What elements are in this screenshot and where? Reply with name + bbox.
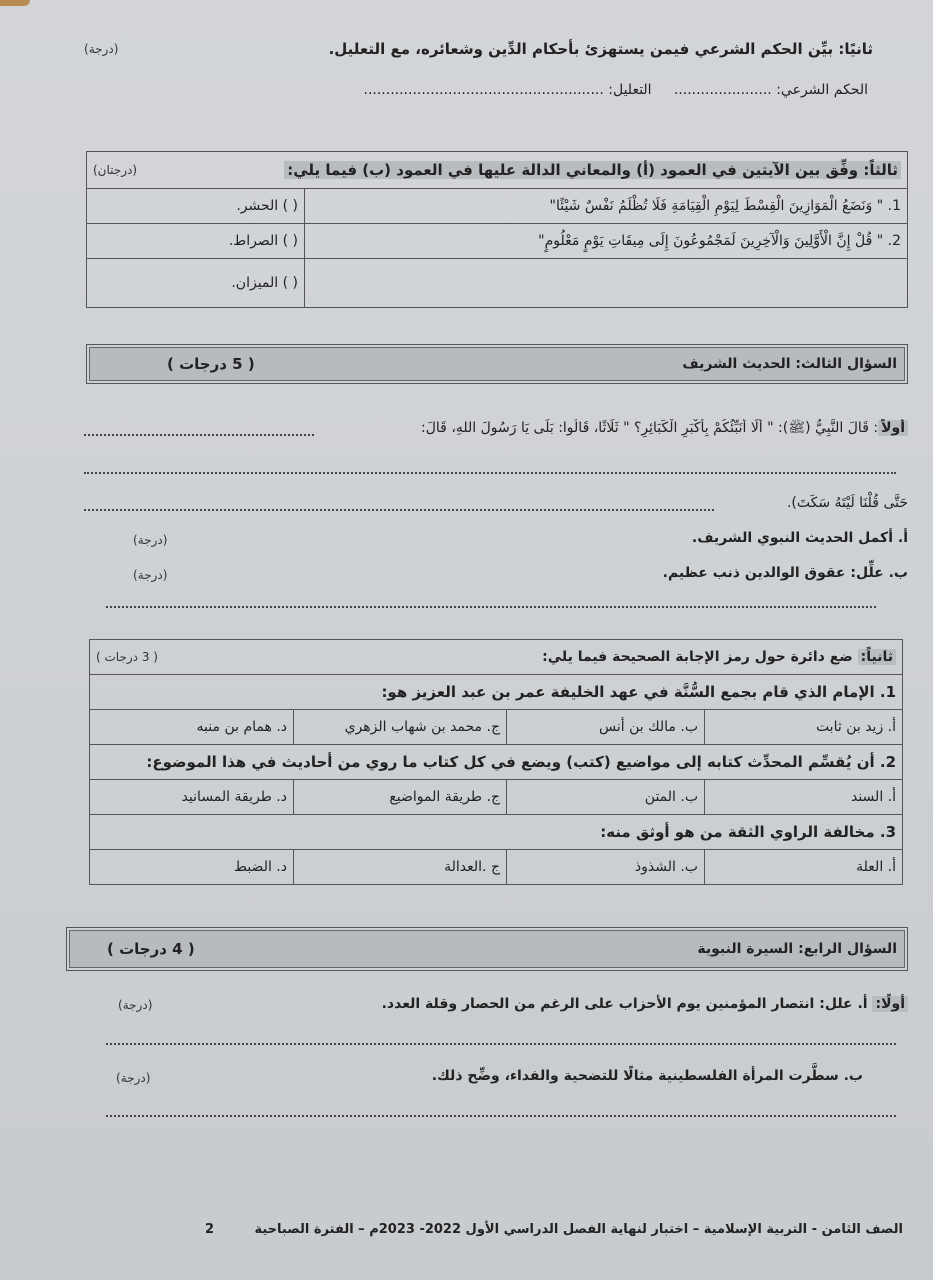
q3-item-a-grade: (درجة) [133,533,168,547]
matching-header [87,152,908,189]
q2-part2-title: ثانيًا: بيِّن الحكم الشرعي فيمن يستهزئ بأحكام الدِّين وشعائره، مع التعليل. [328,40,873,58]
meaning-cell[interactable]: ( ) الميزان. [87,259,305,308]
mcq-question: 1. الإمام الذي قام بجمع السُّنَّة في عهد الخليفة عمر بن عبد العزيز هو: [90,675,903,710]
matching-row [87,259,908,308]
q4-title: السؤال الرابع: السيرة النبوية [697,941,897,957]
hadith-end: حَتَّى قُلْنَا لَيْتَهُ سَكَتَ). [786,495,908,511]
q4-item-b: ب. سطَّرت المرأة الفلسطينية مثالًا للتضحية والفداء، وضِّح ذلك. [431,1068,863,1084]
q3-section-bar [86,344,908,384]
mcq-option[interactable]: ج .العدالة [294,850,507,885]
ruling-label: الحكم الشرعي: ...................... [673,82,868,98]
q3-title: السؤال الثالث: الحديث الشريف [682,356,897,372]
q4-label: أولًا: [872,996,908,1012]
hadith-line [78,419,908,439]
answer-line[interactable] [106,1041,896,1045]
mcq-option[interactable]: د. همام بن منبه [90,710,294,745]
q2-part2-grade: (درجة) [84,42,119,56]
mcq-option[interactable]: ج. طريقة المواضيع [294,780,507,815]
verse-cell [305,259,908,308]
answer-line[interactable] [84,507,714,511]
mcq-options-row [90,710,903,745]
page-number: 2 [205,1222,215,1237]
mcq-option[interactable]: ج. محمد بن شهاب الزهري [294,710,507,745]
mcq-label: ثانياً: [858,649,896,665]
answer-line[interactable] [84,432,314,436]
paper-stain [0,0,30,6]
q3-item-b-grade: (درجة) [133,568,168,582]
mcq-options-row [90,780,903,815]
q4-item-b-grade: (درجة) [116,1071,151,1085]
verse-cell: 2. " قُلْ إِنَّ الْأَوَّلِينَ وَالْآخِرِينَ لَمَجْمُوعُونَ إِلَى مِيقَاتِ يَوْمٍ مَعْلُومٍ" [305,224,908,259]
matching-grade: (درجتان) [93,163,138,177]
matching-row [87,224,908,259]
mcq-option[interactable]: ب. الشذوذ [507,850,705,885]
reason-label: التعليل: ...................................................... [363,82,652,98]
mcq-option[interactable]: أ. زيد بن ثابت [705,710,903,745]
mcq-options-row [90,850,903,885]
part1-label: أولاً [878,420,908,436]
q4-item-a: أ. علل: انتصار المؤمنين يوم الأحزاب على الرغم من الحصار وقلة العدد. [381,996,873,1012]
mcq-option[interactable]: ب. مالك بن أنس [507,710,705,745]
hadith-start: : قَالَ النَّبِيُّ (ﷺ): " أَلَا أُنَبِّئُكُمْ بِأَكْبَرِ الْكَبَائِرِ؟ " ثَلَاثًا، قَالُوا: بَلَى يَا رَسُولَ اللهِ، قَالَ: [421,420,879,436]
mcq-option[interactable]: أ. العلة [705,850,903,885]
verse-cell: 1. " وَنَضَعُ الْمَوَازِينَ الْقِسْطَ لِيَوْمِ الْقِيَامَةِ فَلَا تُظْلَمُ نَفْسٌ شَيْئًا" [305,189,908,224]
answer-line[interactable] [106,1113,896,1117]
meaning-cell[interactable]: ( ) الحشر. [87,189,305,224]
q4-grade: ( 4 درجات ) [107,940,195,958]
mcq-title: ضع دائرة حول رمز الإجابة الصحيحة فيما يلي: [542,649,858,665]
q3-grade: ( 5 درجات ) [167,355,255,373]
mcq-grade: ( 3 درجات ) [96,650,158,664]
mcq-option[interactable]: د. طريقة المسانيد [90,780,294,815]
q4-item-a-line [382,996,908,1012]
answer-line[interactable] [106,604,876,608]
mcq-option[interactable]: د. الضبط [90,850,294,885]
q3-item-b: ب. علِّل: عقوق الوالدين ذنب عظيم. [662,565,908,581]
mcq-option[interactable]: ب. المتن [507,780,705,815]
meaning-cell[interactable]: ( ) الصراط. [87,224,305,259]
mcq-option[interactable]: أ. السند [705,780,903,815]
matching-title: ثالثاً: وفِّق بين الآيتين في العمود (أ) والمعاني الدالة عليها في العمود (ب) فيما يلي: [284,161,901,179]
mcq-question: 3. مخالفة الراوي الثقة من هو أوثق منه: [90,815,903,850]
answer-line[interactable] [84,470,896,474]
q4-section-bar [66,927,908,971]
footer-text: الصف الثامن - التربية الإسلامية – اختبار لنهاية الفصل الدراسي الأول 2022- 2023م – الفترة الصباحية [254,1222,903,1237]
ruling-field[interactable] [364,82,869,98]
matching-table [86,151,908,308]
mcq-header [90,640,903,675]
matching-row [87,189,908,224]
mcq-question: 2. أن يُقسِّم المحدِّث كتابه إلى مواضيع (كتب) ويضع في كل كتاب ما روي من أحاديث في هذا الموضوع: [90,745,903,780]
mcq-table [89,639,903,885]
q3-item-a: أ. أكمل الحديث النبوي الشريف. [691,530,908,546]
q4-item-a-grade: (درجة) [118,998,153,1012]
